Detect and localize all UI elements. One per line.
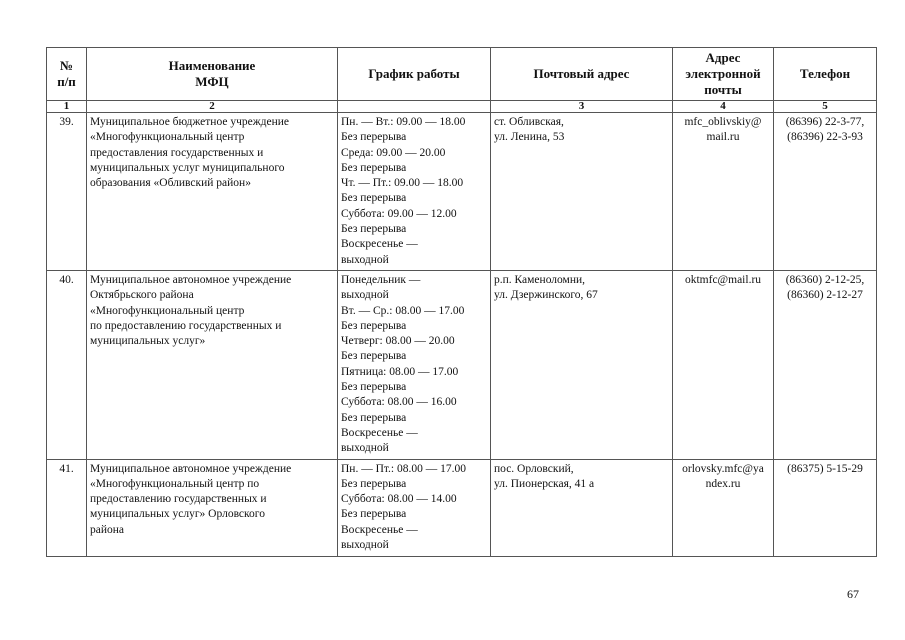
column-number: 1 (47, 101, 87, 113)
row-number: 39. (47, 113, 87, 271)
column-number: 3 (491, 101, 673, 113)
schedule-cell: Пн. — Вт.: 09.00 — 18.00 Без перерыва Среда: 09.00 — 20.00 Без перерыва Чт. — Пт.: 09.00 — 18.00 Без перерыва Суббота: 09.00 — 12.00 Без перерыва Воскресенье — выходной (338, 113, 491, 271)
header-name: Наименование МФЦ (87, 48, 338, 101)
header-email: Адрес электронной почты (673, 48, 774, 101)
page-number: 67 (847, 587, 859, 601)
phone-cell: (86396) 22-3-77, (86396) 22-3-93 (774, 113, 877, 271)
header-address: Почтовый адрес (491, 48, 673, 101)
row-number: 40. (47, 271, 87, 460)
mfc-name-cell: Муниципальное автономное учреждение Октябрьского района «Многофункциональный центр по предоставлению государственных и муниципальных услуг» (87, 271, 338, 460)
mfc-name-cell: Муниципальное автономное учреждение «Многофункциональный центр по предоставлению государственных и муниципальных услуг» Орловского района (87, 459, 338, 556)
header-phone: Телефон (774, 48, 877, 101)
email-cell: orlovsky.mfc@ya ndex.ru (673, 459, 774, 556)
address-cell: пос. Орловский, ул. Пионерская, 41 а (491, 459, 673, 556)
phone-cell: (86375) 5-15-29 (774, 459, 877, 556)
address-cell: р.п. Каменоломни, ул. Дзержинского, 67 (491, 271, 673, 460)
header-schedule: График работы (338, 48, 491, 101)
phone-cell: (86360) 2-12-25, (86360) 2-12-27 (774, 271, 877, 460)
column-number (338, 101, 491, 113)
column-number: 5 (774, 101, 877, 113)
table-header-row (47, 48, 877, 101)
column-number: 4 (673, 101, 774, 113)
table-row (47, 271, 877, 460)
table-row (47, 459, 877, 556)
header-number: № п/п (47, 48, 87, 101)
email-cell: mfc_oblivskiy@ mail.ru (673, 113, 774, 271)
column-number: 2 (87, 101, 338, 113)
table-row (47, 113, 877, 271)
row-number: 41. (47, 459, 87, 556)
schedule-cell: Понедельник — выходной Вт. — Ср.: 08.00 — 17.00 Без перерыва Четверг: 08.00 — 20.00 Без перерыва Пятница: 08.00 — 17.00 Без перерыва Суббота: 08.00 — 16.00 Без перерыва Воскресенье — выходной (338, 271, 491, 460)
mfc-name-cell: Муниципальное бюджетное учреждение «Многофункциональный центр предоставления государственных и муниципальных услуг муниципального образования «Обливский район» (87, 113, 338, 271)
schedule-cell: Пн. — Пт.: 08.00 — 17.00 Без перерыва Суббота: 08.00 — 14.00 Без перерыва Воскресенье — выходной (338, 459, 491, 556)
email-cell: oktmfc@mail.ru (673, 271, 774, 460)
address-cell: ст. Обливская, ул. Ленина, 53 (491, 113, 673, 271)
mfc-table (46, 47, 877, 557)
column-number-row (47, 101, 877, 113)
